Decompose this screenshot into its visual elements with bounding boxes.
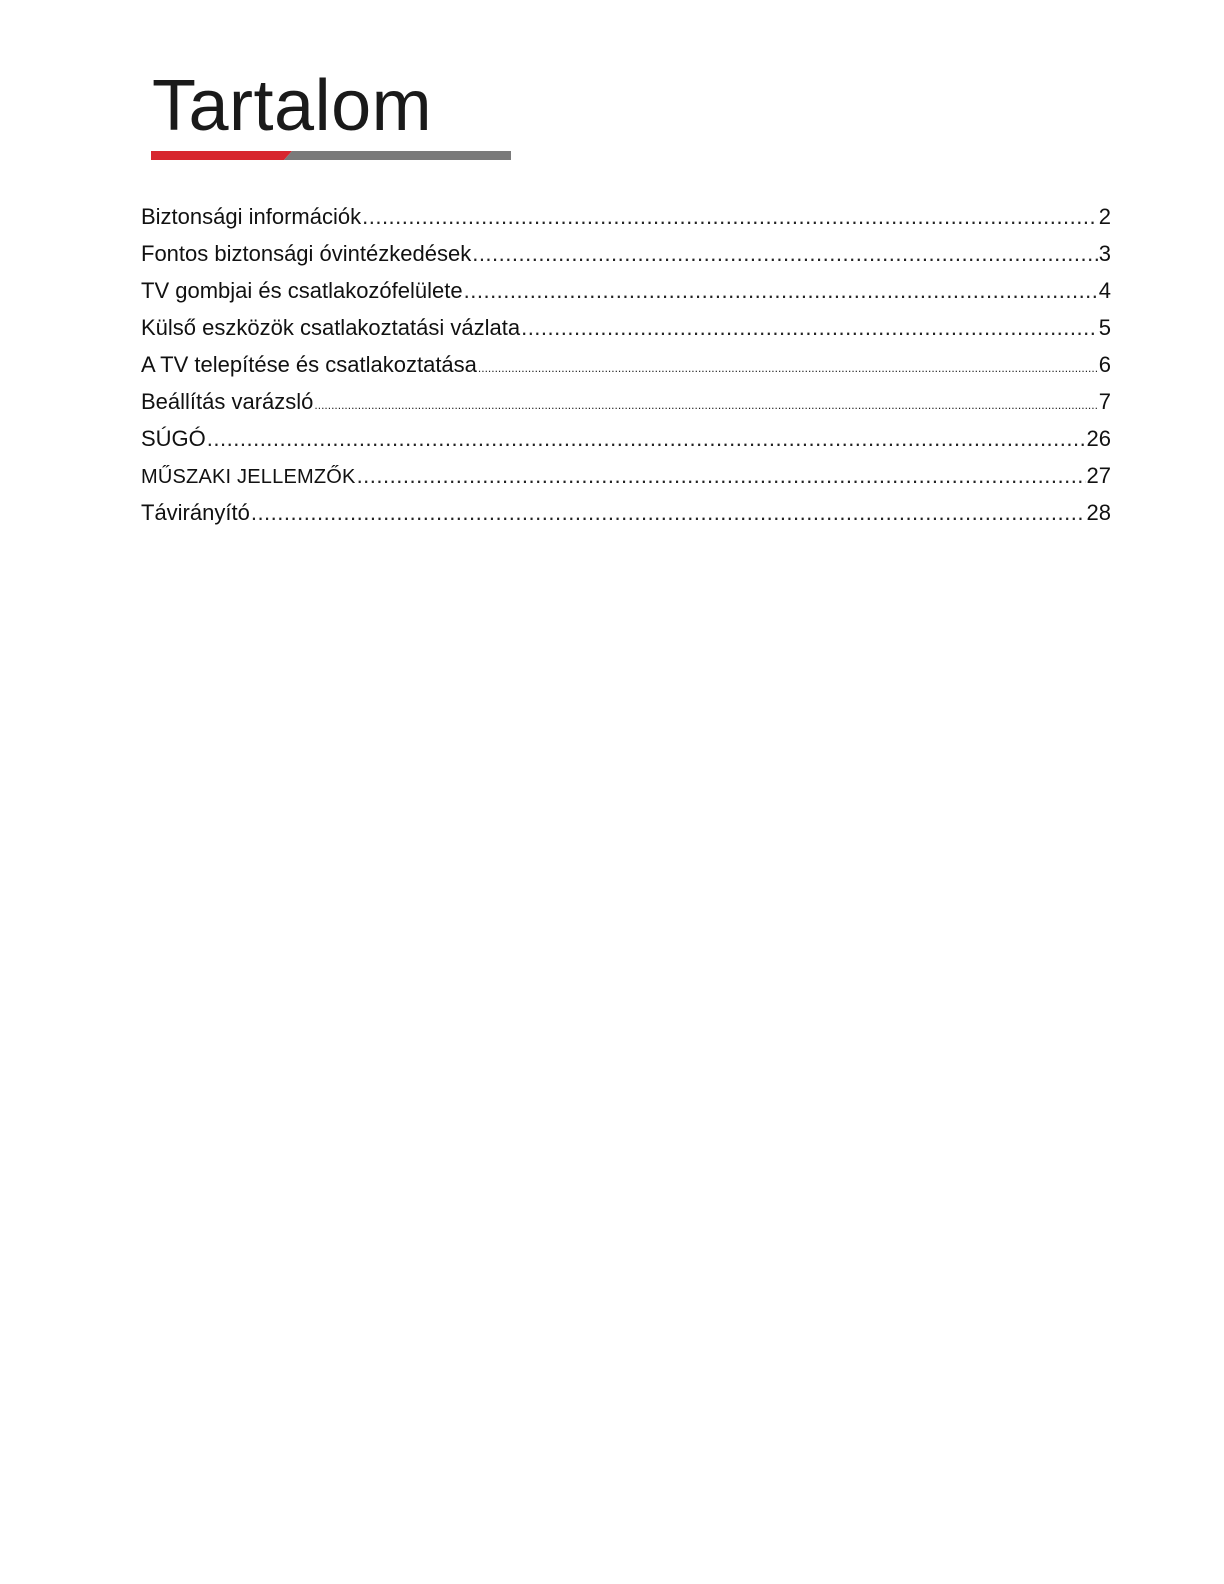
toc-entry-label: Külső eszközök csatlakoztatási vázlata <box>141 315 521 340</box>
toc-leader-dots <box>207 420 1086 457</box>
toc-entry-label: Fontos biztonsági óvintézkedések <box>141 241 472 266</box>
page-title: Tartalom <box>152 66 433 146</box>
toc-entry-page: 5 <box>1098 315 1111 340</box>
toc-entry-page: 4 <box>1098 278 1111 303</box>
toc-entry-safety-info[interactable] <box>141 198 1111 235</box>
toc-entry-specifications[interactable] <box>141 457 1111 494</box>
toc-entry-label: Biztonsági információk <box>141 204 362 229</box>
toc-entry-tv-buttons[interactable] <box>141 272 1111 309</box>
toc-leader-dots <box>478 350 1098 387</box>
toc-entry-page: 27 <box>1086 463 1111 488</box>
toc-entry-label: TV gombjai és csatlakozófelülete <box>141 278 463 303</box>
table-of-contents <box>141 198 1111 531</box>
title-underline-neutral <box>284 151 511 160</box>
toc-leader-dots <box>357 457 1086 494</box>
toc-entry-page: 2 <box>1098 204 1111 229</box>
toc-entry-remote-control[interactable] <box>141 494 1111 531</box>
toc-entry-safety-precautions[interactable] <box>141 235 1111 272</box>
toc-leader-dots <box>472 235 1098 272</box>
toc-leader-dots <box>362 198 1098 235</box>
toc-entry-setup-wizard[interactable] <box>141 383 1111 420</box>
toc-entry-label: SÚGÓ <box>141 426 206 451</box>
toc-entry-external-devices[interactable] <box>141 309 1111 346</box>
toc-entry-tv-installation[interactable] <box>141 346 1111 383</box>
toc-entry-label: A TV telepítése és csatlakoztatása <box>141 352 477 377</box>
toc-leader-dots <box>464 272 1098 309</box>
toc-entry-label: MŰSZAKI JELLEMZŐK <box>141 466 356 488</box>
toc-entry-page: 6 <box>1098 352 1111 377</box>
toc-leader-dots <box>251 494 1086 531</box>
toc-leader-dots <box>314 387 1097 424</box>
toc-entry-label: Távirányító <box>141 500 250 525</box>
toc-entry-page: 3 <box>1098 241 1111 266</box>
toc-entry-page: 26 <box>1086 426 1111 451</box>
toc-leader-dots <box>521 309 1098 346</box>
toc-entry-page: 28 <box>1086 500 1111 525</box>
title-underline-accent <box>151 151 292 160</box>
toc-entry-label: Beállítás varázsló <box>141 389 314 414</box>
toc-entry-page: 7 <box>1098 389 1111 414</box>
title-underline <box>151 151 511 160</box>
toc-entry-help[interactable] <box>141 420 1111 457</box>
